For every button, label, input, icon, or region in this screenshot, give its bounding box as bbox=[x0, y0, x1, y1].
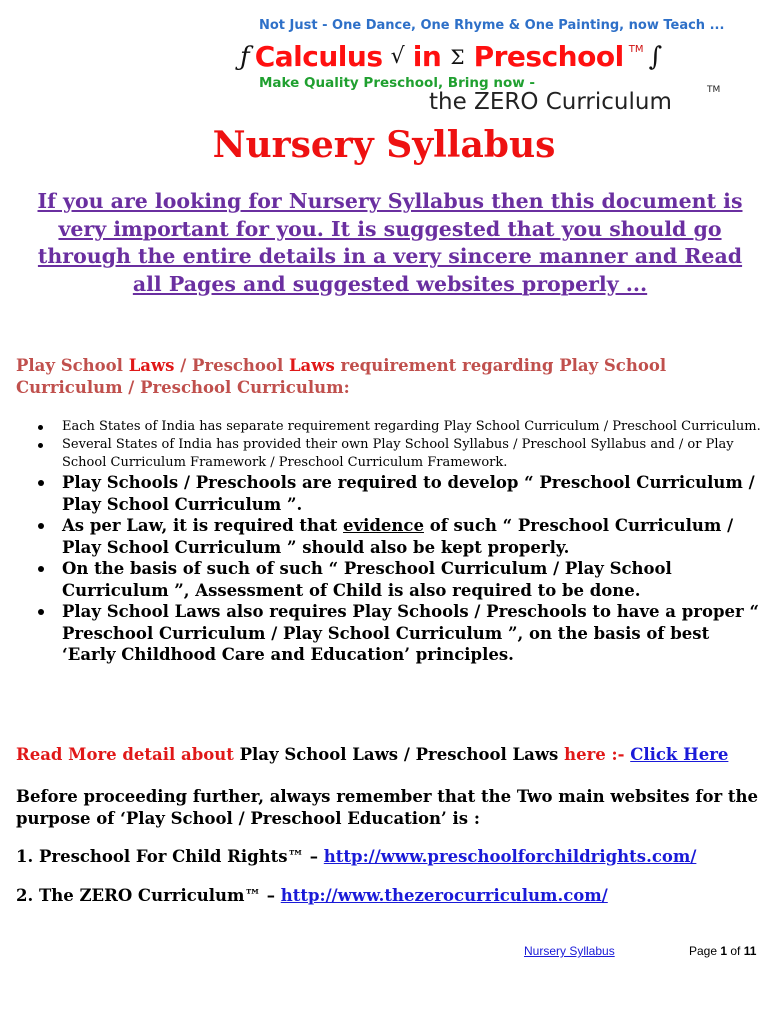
page-word: Page bbox=[689, 944, 721, 958]
website-1-label: 1. Preschool For Child Rights™ – bbox=[16, 847, 324, 866]
zero-curriculum-logo bbox=[240, 10, 740, 122]
website-2-link[interactable]: http://www.thezerocurriculum.com/ bbox=[280, 886, 608, 905]
list-item: Play School Laws also requires Play Schools / Preschools to have a proper “ Preschool Curriculum / Play School Curriculum ”, on the basis of best ‘Early Childhood Care and Education’ principles. bbox=[62, 601, 762, 666]
footer-doc-link[interactable]: Nursery Syllabus bbox=[524, 944, 615, 958]
before-proceeding-paragraph: Before proceeding further, always remember that the Two main websites for the purpose of ‘Play School / Preschool Education’ is : bbox=[16, 787, 759, 828]
logo-word-preschool: Preschool bbox=[473, 40, 624, 73]
page-title: Nursery Syllabus bbox=[212, 124, 556, 166]
of-word: of bbox=[727, 944, 744, 958]
requirements-list bbox=[62, 418, 762, 666]
intro-paragraph: If you are looking for Nursery Syllabus then this document is very important for you. It is suggested that you should go through the entire details in a very sincere manner and Read all Pages and suggested websites properly ... bbox=[37, 189, 743, 296]
list-item: Play Schools / Preschools are required to develop “ Preschool Curriculum / Play School Curriculum ”. bbox=[62, 472, 762, 515]
square-root-icon: √ bbox=[390, 44, 405, 69]
website-1-link[interactable]: http://www.preschoolforchildrights.com/ bbox=[323, 847, 697, 866]
website-1-line bbox=[16, 846, 761, 868]
section-text-2: / Preschool bbox=[174, 356, 289, 375]
list-item: Several States of India has provided their own Play School Syllabus / Preschool Syllabus and / or Play School Curriculum Framework / Preschool Curriculum Framework. bbox=[62, 436, 762, 472]
website-2-line bbox=[16, 885, 761, 907]
read-more-prefix: Read More detail about bbox=[16, 745, 240, 764]
sigma-icon: Σ bbox=[450, 44, 465, 69]
section-highlight-2: Laws bbox=[288, 356, 335, 375]
page-number bbox=[689, 944, 756, 958]
list-item-text: of such “ Preschool Curriculum / Play School Curriculum ” should also be kept properly. bbox=[62, 516, 734, 557]
logo-zero-trademark: TM bbox=[707, 85, 721, 95]
section-highlight-1: Laws bbox=[128, 356, 175, 375]
logo-word-calculus: Calculus bbox=[254, 40, 383, 73]
logo-trademark: TM bbox=[628, 44, 644, 55]
read-more-topic: Play School Laws / Preschool Laws bbox=[239, 745, 559, 764]
total-pages: 11 bbox=[743, 944, 757, 958]
logo-zero-curriculum: the ZERO Curriculum bbox=[429, 89, 672, 115]
list-item-text: As per Law, it is required that bbox=[62, 516, 344, 535]
function-symbol-icon: ƒ bbox=[240, 41, 250, 72]
list-item-underlined: evidence bbox=[343, 516, 424, 535]
section-text-1: Play School bbox=[16, 356, 129, 375]
list-item bbox=[62, 515, 762, 558]
logo-word-in: in bbox=[412, 40, 442, 73]
list-item: On the basis of such of such “ Preschool Curriculum / Play School Curriculum ”, Assessment of Child is also required to be done. bbox=[62, 558, 762, 601]
click-here-link[interactable]: Click Here bbox=[630, 745, 729, 764]
website-2-label: 2. The ZERO Curriculum™ – bbox=[16, 886, 281, 905]
read-more-line bbox=[16, 744, 761, 766]
section-heading bbox=[16, 355, 736, 399]
integral-icon: ∫ bbox=[648, 41, 663, 72]
logo-subtitle: Make Quality Preschool, Bring now - bbox=[259, 75, 535, 91]
read-more-here: here :- bbox=[558, 745, 631, 764]
current-page: 1 bbox=[720, 944, 728, 958]
list-item: Each States of India has separate requirement regarding Play School Curriculum / Preschool Curriculum. bbox=[62, 419, 761, 434]
section-text-3: requirement regarding Play School Curriculum / Preschool Curriculum: bbox=[16, 356, 667, 397]
logo-tagline: Not Just - One Dance, One Rhyme & One Painting, now Teach ... bbox=[259, 18, 725, 33]
